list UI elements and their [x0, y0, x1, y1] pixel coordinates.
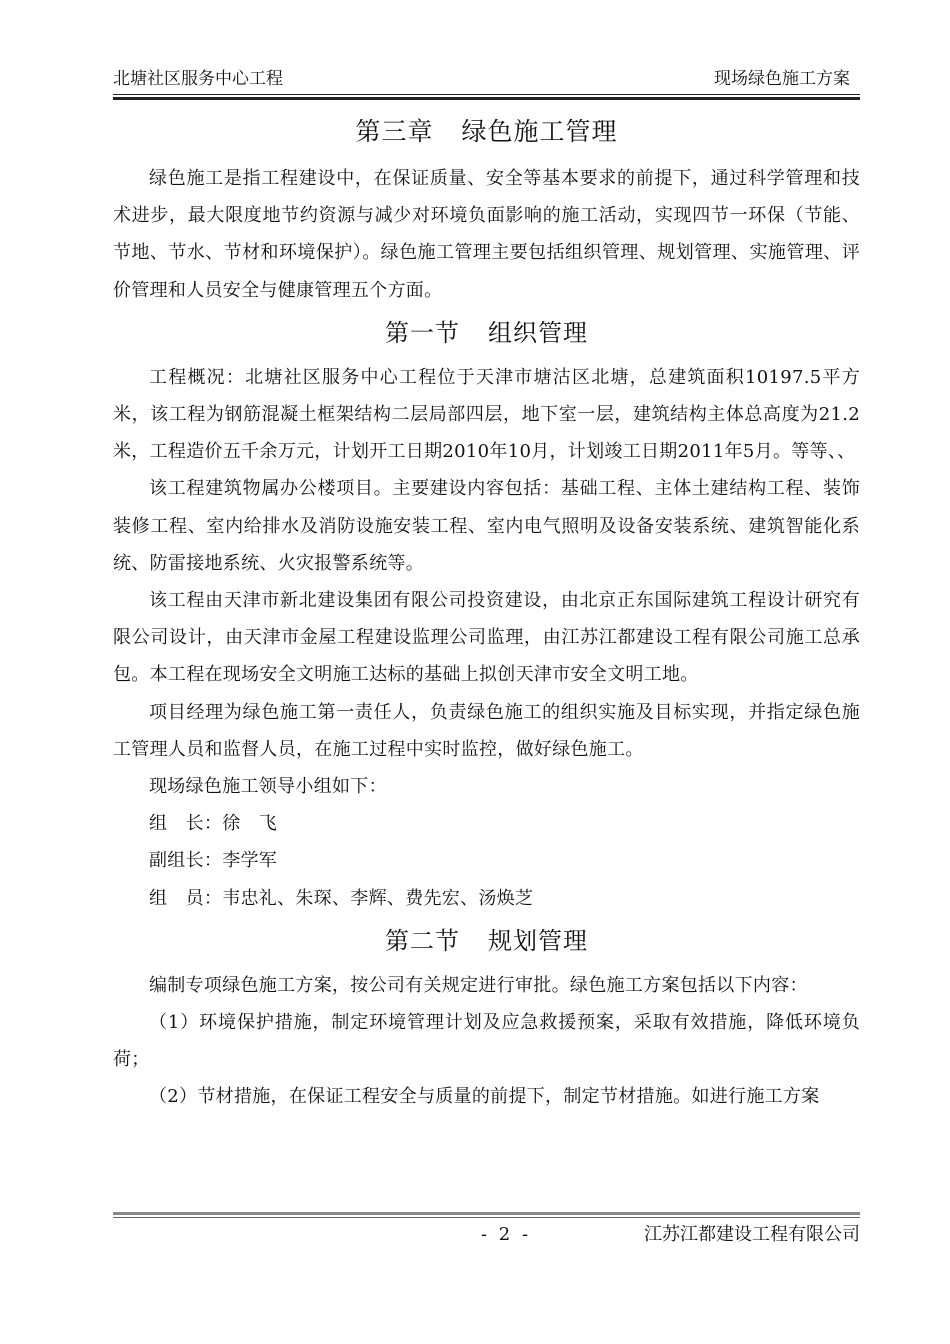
paragraph-responsibility: 项目经理为绿色施工第一责任人，负责绿色施工的组织实施及目标实现，并指定绿色施工管理人员和监督人员，在施工过程中实时监控，做好绿色施工。 [113, 701, 860, 760]
chapter-number: 第三章 [355, 117, 434, 146]
chapter-name: 绿色施工管理 [461, 117, 618, 146]
section-title-organization [113, 313, 860, 353]
team-leader: 组 长：徐 飞 [149, 813, 278, 835]
paragraph-parties: 该工程由天津市新北建设集团有限公司投资建设，由北京正东国际建筑工程设计研究有限公司设计，由天津市金屋工程建设监理公司监理，由江苏江都建设工程有限公司施工总承包。本工程在现场安全文明施工达标的基础上拟创天津市安全文明工地。 [113, 590, 860, 686]
team-deputy-leader: 副组长：李学军 [149, 850, 278, 872]
page-footer [113, 1220, 860, 1250]
paragraph-construction-scope: 该工程建筑物属办公楼项目。主要建设内容包括：基础工程、主体土建结构工程、装饰装修工程、室内给排水及消防设施安装工程、室内电气照明及设备安装系统、建筑智能化系统、防雷接地系统、火灾报警系统等。 [113, 478, 860, 574]
header-document-title: 现场绿色施工方案 [714, 69, 850, 89]
section-number: 第二节 [385, 926, 460, 955]
header-divider-thick [113, 97, 860, 100]
paragraph-environment-measures: （1）环境保护措施，制定环境管理计划及应急救援预案，采取有效措施，降低环境负荷； [113, 1012, 860, 1071]
chapter-title [113, 112, 860, 152]
header-project-name: 北塘社区服务中心工程 [113, 69, 283, 89]
team-members: 组 员：韦忠礼、朱琛、李辉、费先宏、汤焕芝 [149, 887, 534, 909]
section-name: 组织管理 [488, 318, 588, 347]
paragraph-plan-intro: 编制专项绿色施工方案，按公司有关规定进行审批。绿色施工方案包括以下内容： [149, 974, 808, 996]
paragraph-material-measures: （2）节材措施，在保证工程安全与质量的前提下，制定节材措施。如进行施工方案 [149, 1086, 820, 1108]
footer-company-name: 江苏江都建设工程有限公司 [644, 1224, 860, 1245]
document-body [113, 112, 860, 1116]
page-header [113, 64, 860, 94]
intro-paragraph: 绿色施工是指工程建设中，在保证质量、安全等基本要求的前提下，通过科学管理和技术进步，最大限度地节约资源与减少对环境负面影响的施工活动，实现四节一环保（节能、节地、节水、节材和环境保护）。绿色施工管理主要包括组织管理、规划管理、实施管理、评价管理和人员安全与健康管理五个方面。 [113, 168, 860, 301]
footer-divider-thick [113, 1212, 860, 1215]
section-name: 规划管理 [488, 926, 588, 955]
section-title-planning [113, 921, 860, 961]
footer-divider [113, 1217, 860, 1218]
page-number: - 2 - [481, 1224, 532, 1245]
paragraph-project-overview: 工程概况：北塘社区服务中心工程位于天津市塘沽区北塘，总建筑面积10197.5平方米，该工程为钢筋混凝土框架结构二层局部四层，地下室一层，建筑结构主体总高度为21.2米，工程造价五千余万元，计划开工日期2010年10月，计划竣工日期2011年5月。等等、、 [113, 366, 860, 463]
paragraph-team-intro: 现场绿色施工领导小组如下： [149, 776, 387, 798]
section-number: 第一节 [385, 318, 460, 347]
header-divider [113, 94, 860, 95]
